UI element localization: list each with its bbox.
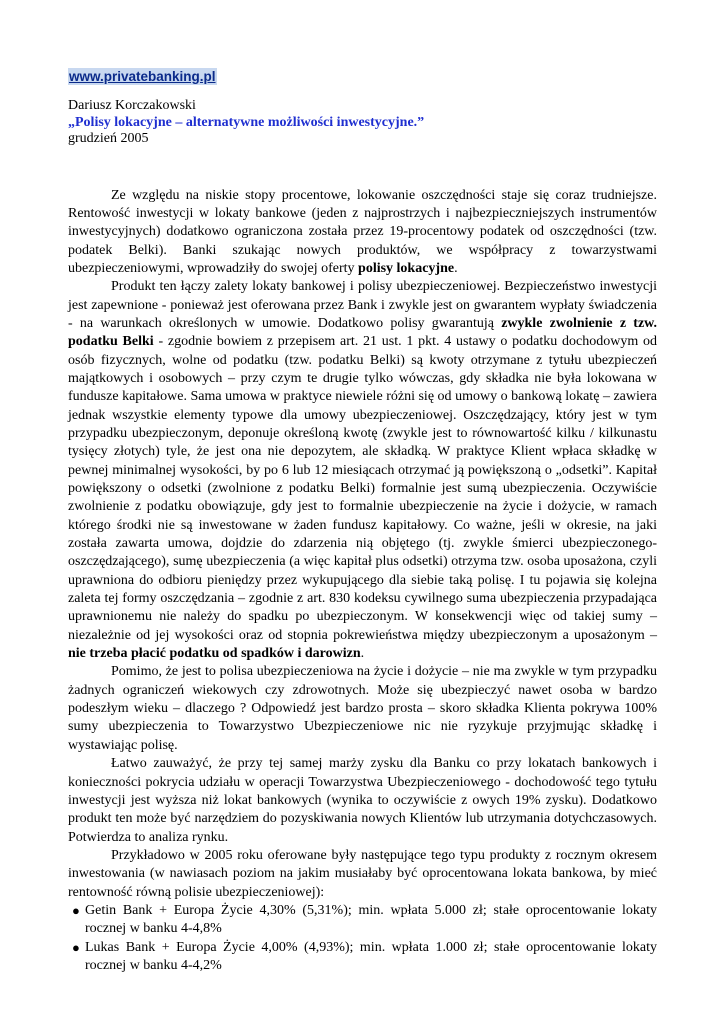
- document-page: [68, 68, 657, 975]
- bullet-icon: ●: [72, 902, 80, 918]
- product-list: [68, 902, 657, 975]
- article-body: [68, 187, 657, 976]
- author-name: Dariusz Korczakowski: [68, 98, 196, 113]
- paragraph-examples: Przykładowo w 2005 roku oferowane były następujące tego typu produkty z rocznym okresem inwestowania (w nawiasach poziom na jakim musiałaby być oprocentowana lokata bankowa, by mieć rentowność równą polisie ubezpieczeniowej):: [68, 847, 657, 900]
- paragraph-age: Pomimo, że jest to polisa ubezpieczeniowa na życie i dożycie – nie ma zwykle w tym przypadku żadnych ograniczeń wiekowych czy zdrowotnych. Może się ubezpieczyć nawet osoba w bardzo podeszłym wieku – dlaczego ? Odpowiedź jest bardzo prosta – skoro składka Klienta pokrywa 100% sumy ubezpieczenia to Towarzystwo Ubezpieczeniowe nic nie ryzykuje przyjmując składkę i wystawiając polisę.: [68, 664, 657, 753]
- paragraph-product: Produkt ten łączy zalety lokaty bankowej i polisy ubezpieczeniowej. Bezpieczeństwo inwestycji jest zapewnione - ponieważ jest oferowana przez Bank i zwykle jest on gwarantem wypłaty świadczenia - na warunkach określonych w umowie. Dodatkowo polisy gwarantują zwykle zwolnienie z tzw. podatku Belki - zgodnie bowiem z przepisem art. 21 ust. 1 pkt. 4 ustawy o podatku dochodowym od osób fizycznych, wolne od podatku (tzw. podatku Belki) są kwoty otrzymane z tytułu ubezpieczeń majątkowych i osobowych – przy czym te drugie tylko wówczas, gdy składka nie była lokowana w fundusze kapitałowe. Sama umowa w praktyce niewiele różni się od umowy o bankową lokatę – zawiera jednak wszystkie elementy typowe dla umowy ubezpieczeniowej. Oszczędzający, który jest w tym przypadku ubezpieczonym, deponuje określoną kwotę (zwykle jest to równowartość kilku / kilkunastu tysięcy złotych) tyle, że jest ona nie depozytem, ale składką. W praktyce Klient wpłaca składkę w pewnej minimalnej wysokości, by po 6 lub 12 miesiącach otrzymać ją powiększoną o „odsetki”. Kapitał powiększony o odsetki (zwolnione z podatku Belki) formalnie jest sumą ubezpieczenia. Oczywiście zwolnienie z podatku obowiązuje, gdy jest to formalnie ubezpieczenie na życie i dożycie, w ramach którego środki nie są inwestowane w żaden fundusz kapitałowy. Co ważne, jeśli w okresie, na jaki została zawarta umowa, dojdzie do zdarzenia nią objętego (tj. zwykle śmierci ubezpieczonego-oszczędzającego), sumę ubezpieczenia (a więc kapitał plus odsetki) otrzyma tzw. osoba uposażona, czyli uprawniona do odbioru pieniędzy przez wykupującego dla siebie taką polisę. I tu pojawia się kolejna zaleta tej formy oszczędzania – zgodnie z art. 830 kodeksu cywilnego suma ubezpieczenia przypadająca uprawnionemu nie należy do spadku po ubezpieczonym. W konsekwencji więc od takiej sumy – niezależnie od jej wysokości oraz od stopnia pokrewieństwa między ubezpieczonym a uposażonym – nie trzeba płacić podatku od spadków i darowizn.: [68, 279, 657, 662]
- paragraph-intro: Ze względu na niskie stopy procentowe, lokowanie oszczędności staje się coraz trudniejsze. Rentowość inwestycji w lokaty bankowe (jeden z najprostrzych i najbezpieczniejszych instrumentów inwestycyjnych) dodatkowo ograniczona została przez 19-procentowy podatek od oszczędności (tzw. podatek Belki). Banki szukając nowych produktów, we współpracy z towarzystwami ubezpieczeniowymi, wprowadziły do swojej oferty polisy lokacyjne.: [68, 187, 657, 276]
- paragraph-profit: Łatwo zauważyć, że przy tej samej marży zysku dla Banku co przy lokatach bankowych i konieczności pokrycia udziału w operacji Towarzystwa Ubezpieczeniowego - dochodowość tego tytułu inwestycji jest wyższa niż lokat bankowych (wynika to oczywiście z owych 19% zysku). Dodatkowo produkt ten może być narzędziem do pozyskiwania nowych Klientów lub utrzymania dotychczasowych. Potwierdza to analiza rynku.: [68, 756, 657, 845]
- list-item: ● Lukas Bank + Europa Życie 4,00% (4,93%); min. wpłata 1.000 zł; stałe oprocentowanie lokaty rocznej w banku 4-4,2%: [72, 939, 657, 973]
- article-date: grudzień 2005: [68, 131, 149, 146]
- site-link[interactable]: www.privatebanking.pl: [69, 69, 216, 84]
- document-header: [68, 98, 657, 148]
- article-title: „Polisy lokacyjne – alternatywne możliwości inwestycyjne.”: [68, 114, 425, 130]
- list-item: ● Getin Bank + Europa Życie 4,30% (5,31%); min. wpłata 5.000 zł; stałe oprocentowanie lokaty rocznej w banku 4-4,8%: [72, 902, 657, 937]
- bullet-icon: ●: [72, 939, 80, 955]
